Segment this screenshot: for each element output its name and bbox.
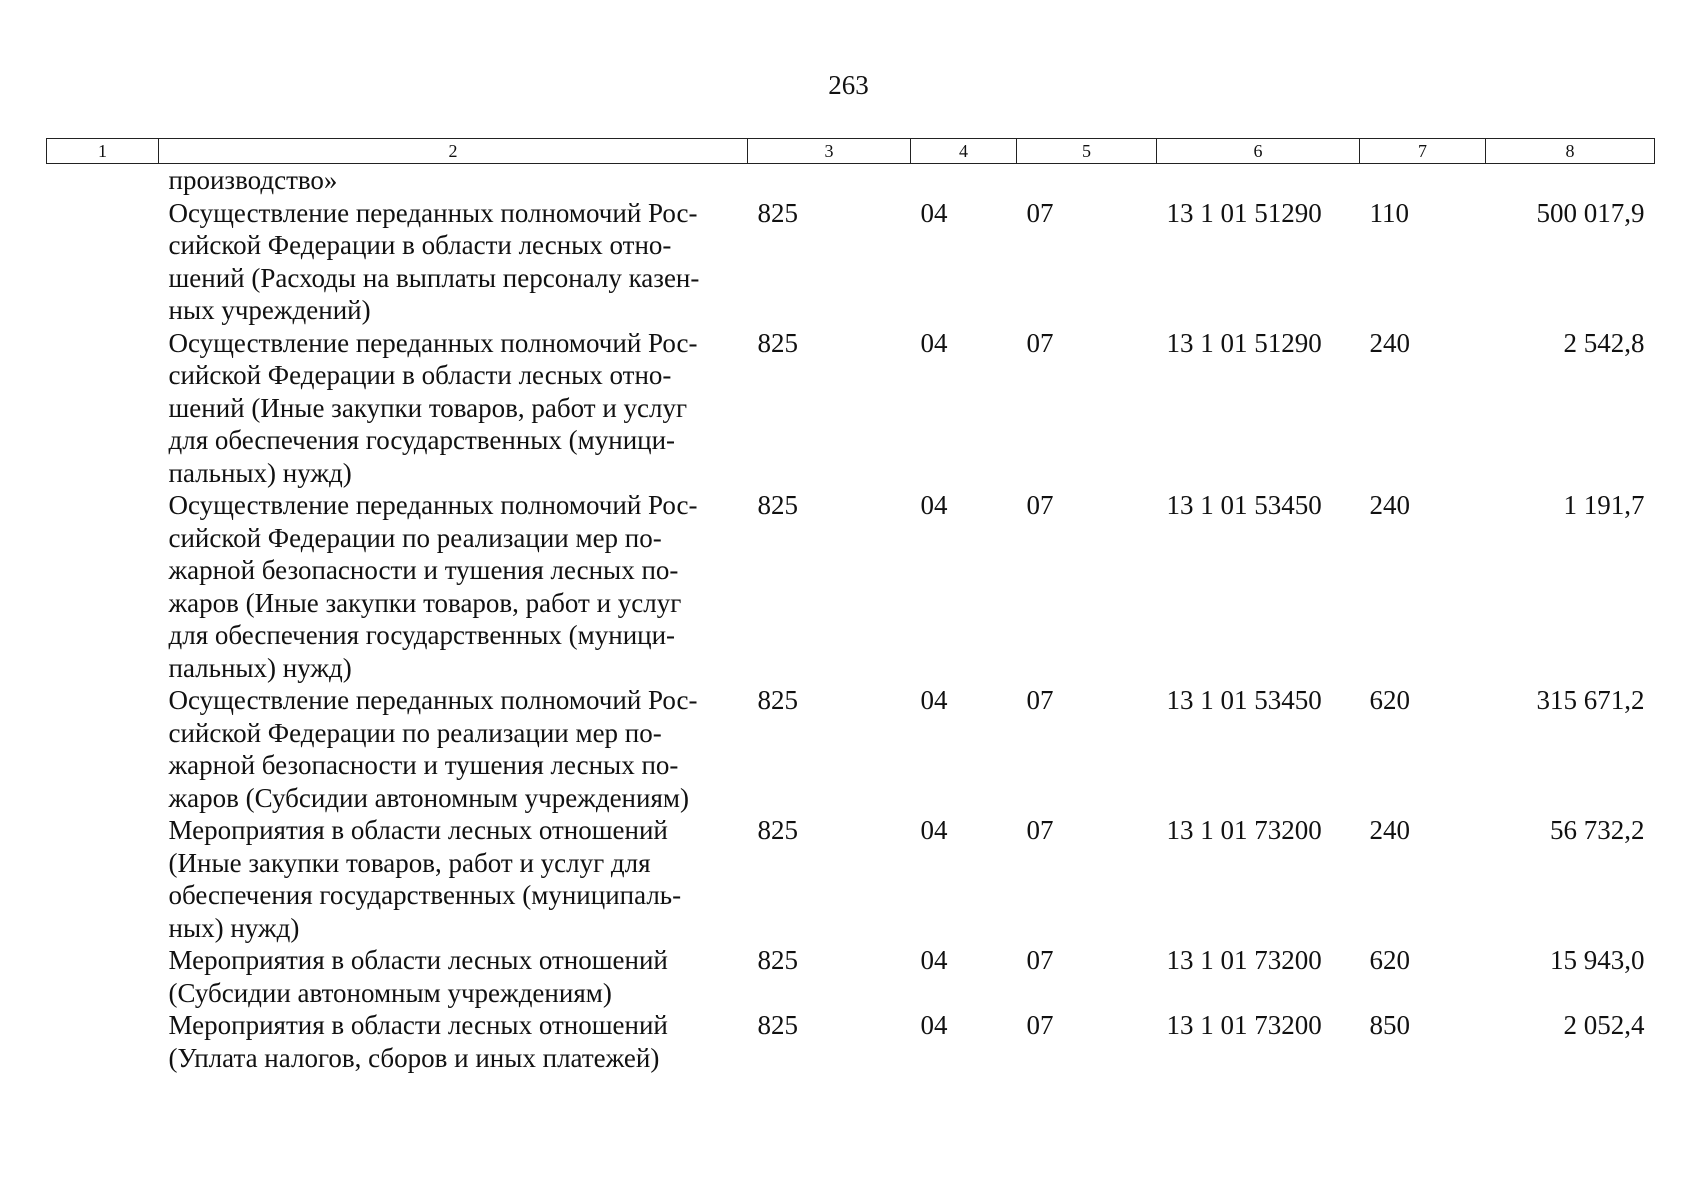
description-line: Осуществление переданных полномочий Рос- [168, 197, 698, 228]
row-subsection-code: 07 [1026, 490, 1054, 520]
row-expense-type: 620 [1369, 685, 1410, 715]
description-line: для обеспечения государственных (муници- [168, 620, 676, 650]
table-row [47, 1009, 1655, 1074]
row-expense-type: 240 [1369, 815, 1410, 845]
empty-cell [47, 489, 159, 684]
column-number-6: 6 [1157, 139, 1360, 164]
empty-cell [1017, 164, 1157, 197]
row-expense-type: 240 [1369, 490, 1410, 520]
row-section-code: 04 [920, 685, 948, 715]
row-ministry-code: 825 [757, 945, 798, 975]
row-ministry-code: 825 [757, 490, 798, 520]
row-ministry-code: 825 [757, 815, 798, 845]
table-row [47, 489, 1655, 684]
description-line: Осуществление переданных полномочий Рос- [168, 327, 698, 358]
row-expense-type: 620 [1369, 945, 1410, 975]
row-target-article: 13 1 01 53450 [1166, 685, 1322, 715]
description-line: шений (Расходы на выплаты персоналу казен- [168, 262, 700, 293]
row-amount: 315 671,2 [1536, 685, 1645, 715]
row-section-code: 04 [920, 815, 948, 845]
description-line: для обеспечения государственных (муници- [168, 425, 676, 455]
description-line: жаров (Субсидии автономным учреждениям) [168, 782, 689, 813]
description-line: Осуществление переданных полномочий Рос- [168, 685, 698, 715]
description-line: жарной безопасности и тушения лесных по- [168, 750, 679, 780]
budget-table [46, 138, 1655, 1074]
table-row [47, 944, 1655, 1009]
description-line: обеспечения государственных (муниципаль- [168, 880, 682, 910]
row-section-code: 04 [920, 490, 948, 520]
row-target-article: 13 1 01 73200 [1166, 815, 1322, 845]
description-line: сийской Федерации по реализации мер по- [168, 717, 662, 748]
description-line: (Иные закупки товаров, работ и услуг для [168, 847, 651, 878]
description-line: пальных) нужд) [168, 457, 352, 488]
column-number-2: 2 [159, 139, 748, 164]
row-subsection-code: 07 [1026, 685, 1054, 715]
empty-cell [47, 944, 159, 1009]
description-line: Осуществление переданных полномочий Рос- [168, 490, 698, 520]
row-amount: 56 732,2 [1550, 815, 1645, 845]
row-description [159, 684, 748, 814]
empty-cell [47, 1009, 159, 1074]
description-line: ных) нужд) [168, 912, 300, 943]
row-description [159, 814, 748, 944]
row-target-article: 13 1 01 51290 [1166, 327, 1322, 358]
description-line: пальных) нужд) [168, 652, 352, 683]
description-line: шений (Иные закупки товаров, работ и услуг [168, 392, 688, 423]
row-ministry-code: 825 [757, 197, 798, 228]
row-amount: 15 943,0 [1550, 945, 1645, 975]
description-line: сийской Федерации в области лесных отно- [168, 230, 672, 260]
column-number-4: 4 [911, 139, 1017, 164]
description-line: Мероприятия в области лесных отношений [168, 1010, 668, 1040]
page-number: 263 [828, 70, 869, 100]
row-subsection-code: 07 [1026, 327, 1054, 358]
row-amount: 2 542,8 [1563, 327, 1645, 358]
column-number-8: 8 [1486, 139, 1655, 164]
table-header [47, 139, 1655, 164]
empty-cell [47, 164, 159, 197]
row-subsection-code: 07 [1026, 197, 1054, 228]
description-line: Мероприятия в области лесных отношений [168, 815, 668, 845]
table-row [47, 327, 1655, 490]
row-expense-type: 240 [1369, 327, 1410, 358]
row-description [159, 197, 748, 327]
row-target-article: 13 1 01 53450 [1166, 490, 1322, 520]
row-description [159, 489, 748, 684]
empty-cell [1486, 164, 1655, 197]
column-number-row [47, 139, 1655, 164]
row-section-code: 04 [920, 327, 948, 358]
row-description [159, 327, 748, 490]
row-ministry-code: 825 [757, 327, 798, 358]
description-line: сийской Федерации в области лесных отно- [168, 360, 672, 390]
description-line: (Субсидии автономным учреждениям) [168, 977, 612, 1008]
row-target-article: 13 1 01 51290 [1166, 197, 1322, 228]
description-line: жарной безопасности и тушения лесных по- [168, 555, 679, 585]
row-amount: 500 017,9 [1536, 197, 1645, 228]
continuation-row [47, 164, 1655, 197]
empty-cell [47, 814, 159, 944]
description-line: ных учреждений) [168, 295, 371, 325]
table-body [47, 164, 1655, 1075]
empty-cell [47, 684, 159, 814]
row-ministry-code: 825 [757, 1010, 798, 1040]
row-expense-type: 110 [1369, 197, 1409, 228]
row-section-code: 04 [920, 1010, 948, 1040]
row-subsection-code: 07 [1026, 815, 1054, 845]
row-ministry-code: 825 [757, 685, 798, 715]
description-line: сийской Федерации по реализации мер по- [168, 522, 662, 553]
empty-cell [47, 197, 159, 327]
empty-cell [1157, 164, 1360, 197]
continuation-text: производство» [168, 165, 338, 195]
row-subsection-code: 07 [1026, 1010, 1054, 1040]
row-amount: 2 052,4 [1563, 1010, 1645, 1040]
row-subsection-code: 07 [1026, 945, 1054, 975]
row-target-article: 13 1 01 73200 [1166, 945, 1322, 975]
empty-cell [1360, 164, 1486, 197]
row-description [159, 1009, 748, 1074]
column-number-1: 1 [47, 139, 159, 164]
description-line: (Уплата налогов, сборов и иных платежей) [168, 1042, 660, 1073]
row-section-code: 04 [920, 945, 948, 975]
empty-cell [911, 164, 1017, 197]
row-expense-type: 850 [1369, 1010, 1410, 1040]
row-amount: 1 191,7 [1563, 490, 1645, 520]
table-row [47, 197, 1655, 327]
description-line: жаров (Иные закупки товаров, работ и услуг [168, 587, 682, 618]
column-number-7: 7 [1360, 139, 1486, 164]
table-row [47, 814, 1655, 944]
empty-cell [748, 164, 911, 197]
row-section-code: 04 [920, 197, 948, 228]
table-row [47, 684, 1655, 814]
row-target-article: 13 1 01 73200 [1166, 1010, 1322, 1040]
column-number-5: 5 [1017, 139, 1157, 164]
empty-cell [47, 327, 159, 490]
column-number-3: 3 [748, 139, 911, 164]
description-line: Мероприятия в области лесных отношений [168, 945, 668, 975]
row-description [159, 944, 748, 1009]
